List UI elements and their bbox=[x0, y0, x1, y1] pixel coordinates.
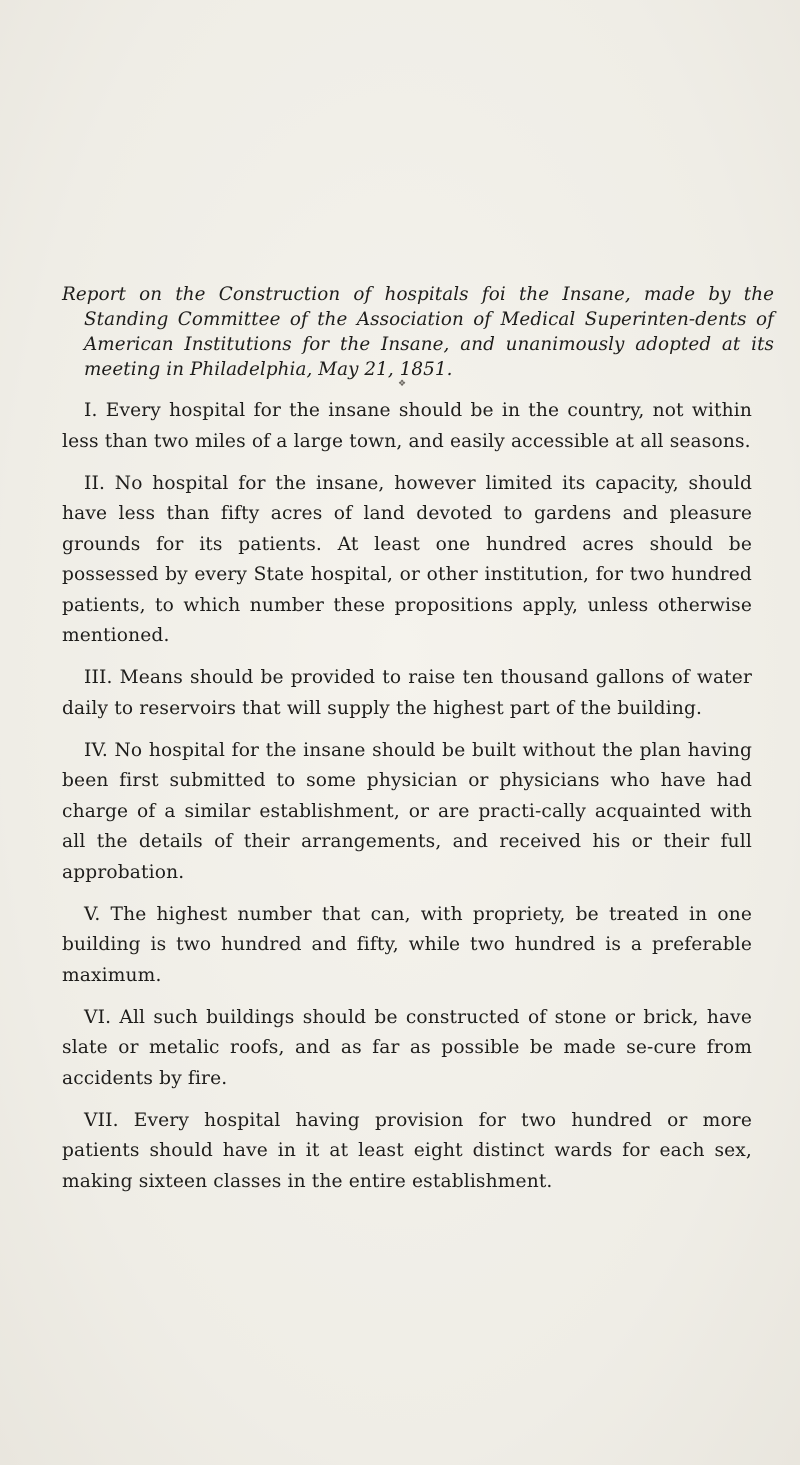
paragraph-6: VI. All such buildings should be constructed of stone or brick, have slate or metalic roofs, and as far as possible be made se-cure from accidents by fire. bbox=[62, 1006, 752, 1089]
paragraph-4: IV. No hospital for the insane should be built without the plan having been first submitted to some physician or physicians who have had charge of a similar establishment, or are practi-cally acquainted with all the details of their arrangements, and received his or their full approbation. bbox=[62, 739, 752, 883]
paragraph-7: VII. Every hospital having provision for two hundred or more patients should have in it at least eight distinct wards for each sex, making sixteen classes in the entire establishment. bbox=[62, 1109, 752, 1192]
paragraph-5: V. The highest number that can, with propriety, be treated in one building is two hundred and fifty, while two hundred is a preferable maximum. bbox=[62, 903, 752, 986]
report-body bbox=[62, 396, 752, 1209]
paragraph-1: I. Every hospital for the insane should be in the country, not within less than two miles of a large town, and easily accessible at all seasons. bbox=[62, 400, 752, 452]
report-heading: Report on the Construction of hospitals foi the Insane, made by the Standing Committee of the Association of Medical Superinten-dents of American Institutions for the Insane, and unanimously adopted at its meeting in Philadelphia, May 21, 1851. bbox=[62, 284, 774, 380]
paragraph-2: II. No hospital for the insane, however limited its capacity, should have less than fifty acres of land devoted to gardens and pleasure grounds for its patients. At least one hundred acres should be possessed by every State hospital, or other institution, for two hundred patients, to which number these propositions apply, unless otherwise mentioned. bbox=[62, 472, 752, 646]
paragraph-3: III. Means should be provided to raise ten thousand gallons of water daily to reservoirs that will supply the highest part of the building. bbox=[62, 667, 752, 719]
ornament-mark: ❖ bbox=[398, 379, 407, 389]
